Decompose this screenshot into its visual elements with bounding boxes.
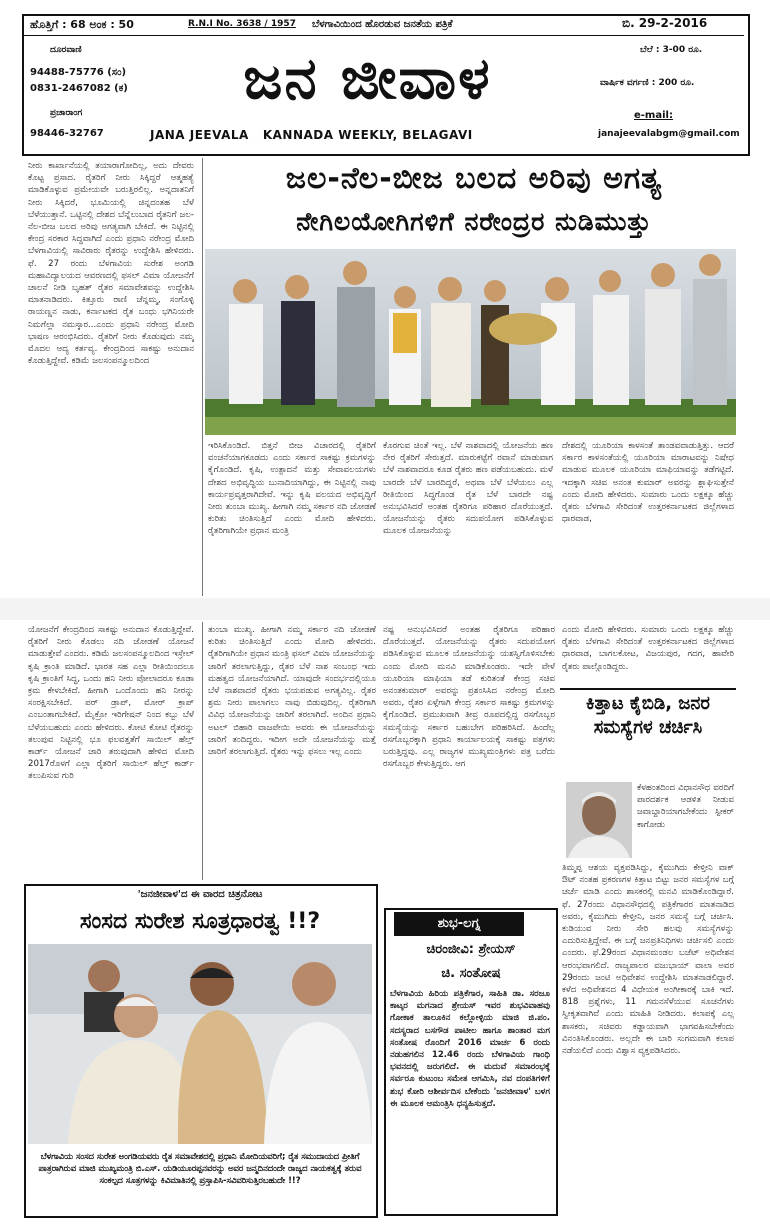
lead-col-right1-top: ಕೊರಗುವ ಚಿಂತೆ ಇಲ್ಲ. ಬೆಳೆ ನಾಶವಾದಲ್ಲಿ ಯೋಜನೆಯ ಹಣ ನೇರ ರೈತರಿಗೆ ಸೇರುತ್ತದೆ. ಮಾರುಕಟ್ಟೆಗೆ ರವಾನೆ ಮಾಡುವಾಗ ಬೆಳೆ ನಾಶವಾದರೂ ಕೂಡ ರೈತರು ಹಣ ಪಡೆಯಬಹುದು. ಮಳೆ ಬಾರದೇ ಬೆಳೆ ಬಾರದಿದ್ದರೆ, ಅಥವಾ ಬೆಳೆ ಬೆಳೆಯಲು ಎಲ್ಲ ರೀತಿಯಿಂದ ಸಿದ್ಧಗೊಂಡ ರೈತ ಬೆಳೆ ಬಾರದೇ ನಷ್ಟ ಅನುಭವಿಸಿದರೆ ಅಂತಹ ರೈತರಿಗೂ ಪರಿಹಾರ ದೊರೆಯುತ್ತದೆ. ಯೋಜನೆಯನ್ನು ರೈತರು ಸದುಪಯೋಗ ಪಡಿಸಿಕೊಳ್ಳುವ ಮೂಲಕ ಯೋಜನೆಯನ್ನು <box>383 441 553 537</box>
cartoon-kicker: 'ಜನಜೀವಾಳ'ದ ಈ ವಾರದ ಚಿತ್ರನೋಟ <box>137 889 263 900</box>
wedding-title: ಶುಭ-ಲಗ್ನ <box>437 916 481 931</box>
wedding-groom: ಚಿರಂಜೀವಿ: ಶ್ರೇಯಸ್ <box>426 942 516 957</box>
email-label: e-mail: <box>634 110 673 121</box>
phone-office: 0831-2467082 (ಕ) <box>30 83 128 94</box>
email: janajeevalabgm@gmail.com <box>598 129 740 139</box>
volume-issue: ಹೊತ್ತಿಗೆ : 68 ಅಂಕ : 50 <box>30 18 134 31</box>
lead-col-mid-top: ಇರಿಸಿಕೊಂಡಿದೆ. ಬಿತ್ತನೆ ಬೀಜ ವಿಚಾರದಲ್ಲಿ ರೈತರಿಗೆ ವಂಚನೆಯಾಗಕೂಡದು ಎಂದು ಸರ್ಕಾರ ಸಾಕಷ್ಟು ಕ್ರಮಗಳನ್ನು ಕೈಗೊಂಡಿದೆ. ಕೃಷಿ, ಉತ್ಪಾದನೆ ಮತ್ತು ಸೇವಾವಲಯಗಳು ದೇಶದ ಅಭಿವೃದ್ಧಿಯ ಬುನಾದಿಯಾಗಿದ್ದು, ಈ ನಿಟ್ಟಿನಲ್ಲಿ ನಾವು ಕಾರ್ಯಪ್ರವೃತ್ತರಾಗಿದೇವೆ. ಇನ್ನು ಕೃಷಿ ವಲಯದ ಅಭಿವೃದ್ಧಿಗೆ ನೀರು ತುಂಬಾ ಮುಖ್ಯ. ಹೀಗಾಗಿ ನಮ್ಮ ಸರ್ಕಾರ ನದಿ ಜೋಡಣೆ ಕುರಿತು ಚಿಂತಿಸುತ್ತಿದೆ ಎಂದು ಮೋದಿ ಹೇಳಿದರು. ರೈತರಿಗಾಗಿಯೇ ಪ್ರಧಾನ ಮಂತ್ರಿ <box>208 441 376 537</box>
side-story-rule <box>560 688 736 690</box>
english-title: JANA JEEVALA KANNADA WEEKLY, BELAGAVI <box>150 128 473 142</box>
price: ಬೆಲೆ : 3-00 ರೂ. <box>640 45 703 55</box>
newspaper-title: ಜನ ಜೀವಾಳ <box>243 44 492 112</box>
lead-col-left-top: ನೀರು ಕಾರ್ಖಾನೆಯಲ್ಲಿ ತಯಾರಾಗೋದಿಲ್ಲ, ಅದು ದೇವರು ಕೊಟ್ಟ ಪ್ರಸಾದ. ರೈತರಿಗೆ ನೀರು ಸಿಕ್ಕಿದ್ದರೆ ಆತ್ಮಹತ್ಯೆ ಮಾಡಿಕೊಳ್ಳುವ ಪ್ರಮೇಯವೇ ಬರುತ್ತಿರಲಿಲ್ಲ. ಅನ್ನದಾತನಿಗೆ ನೀರು ಸಿಕ್ಕಿದರೆ, ಭೂಮಿಯಲ್ಲಿ ಚಿನ್ನದಂತಹ ಬೆಳೆ ಬೆಳೆಯುತ್ತಾನೆ. ಒಟ್ಟಿನಲ್ಲಿ ದೇಶದ ಬೆನ್ನೆಲುಬಾದ ರೈತನಿಗೆ ಜಲ-ನೆಲ-ಬೀಜ ಬಲದ ಅರಿವು ಅಗತ್ಯವಾಗಿ ಬೇಕಿದೆ. ಈ ನಿಟ್ಟಿನಲ್ಲಿ ಕೇಂದ್ರ ಸರಕಾರ ಸಿದ್ಧವಾಗಿದೆ ಎಂದು ಪ್ರಧಾನಿ ನರೇಂದ್ರ ಮೋದಿ ಬೆಳಗಾವಿಯಲ್ಲಿ ಸಾವಿರಾರು ರೈತರನ್ನು ಉದ್ದೇಶಿಸಿ ಹೇಳಿದರು. ಫೆ. 27 ರಂದು ಬೆಳಗಾವಿಯ ಸುರೇಶ ಅಂಗಡಿ ಮಹಾವಿದ್ಯಾಲಯದ ಆವರಣದಲ್ಲಿ ಫಸಲ್ ವಿಮಾ ಯೋಜನೆಗೆ ಚಾಲನೆ ನೀಡಿ ಬೃಹತ್ ರೈತರ ಸಮಾವೇಶವನ್ನು ಉದ್ದೇಶಿಸಿ ಮಾತನಾಡಿದರು. ಕಿತ್ತೂರು ರಾಣಿ ಚೆನ್ನಮ್ಮ, ಸಂಗೊಳ್ಳಿ ರಾಯಣ್ಣನ ನಾಡು, ಕರ್ನಾಟಕದ ರೈತ ಬಂಧು ಭಗಿನಿಯರೇ ನಿಮಗೆಲ್ಲಾ ನಮಸ್ಕಾರ...ಎಂದು ಪ್ರಧಾನಿ ನರೇಂದ್ರ ಮೋದಿ ಭಾಷಣ ಆರಂಭಿಸಿದರು. ರೈತರಿಗೆ ನೀರು ಕೊಡುವುದು ನಮ್ಮ ಮೊದಲ ಆದ್ಯ ಕರ್ತವ್ಯ. ಕೇಂದ್ರದಿಂದ ಸಾಕಷ್ಟು ಅನುದಾನ ಕೊಡುತ್ತಿದ್ದೇವೆ. ಕಡಿಮೆ ಜಲಸಂಪನ್ಮೂಲದಿಂದ <box>28 161 194 367</box>
issue-date: ಬಿ. 29-2-2016 <box>622 16 708 30</box>
cartoon-photo <box>28 944 372 1144</box>
lead-headline: ಜಲ-ನೆಲ-ಬೀಜ ಬಲದ ಅರಿವು ಅಗತ್ಯ <box>285 161 663 196</box>
lead-col-right1-bottom: ನಷ್ಟ ಅನುಭವಿಸಿದರೆ ಅಂತಹ ರೈತರಿಗೂ ಪರಿಹಾರ ದೊರೆಯುತ್ತದೆ. ಯೋಜನೆಯನ್ನು ರೈತರು ಸದುಪಯೋಗ ಪಡಿಸಿಕೊಳ್ಳುವ ಮೂಲಕ ಯೋಜನೆಯನ್ನು ಯಶಸ್ವಿಗೊಳಿಸಬೇಕು ಎಂದು ಮೋದಿ ಮನವಿ ಮಾಡಿಕೊಂಡರು. ಇದೇ ವೇಳೆ ಯೂರಿಯಾ ಮಾಫಿಯಾ ತಡೆ ಕುರಿತಂತೆ ಕೇಂದ್ರ ಸಚಿವ ಅನಂತಕುಮಾರ್ ಅವರನ್ನು ಪ್ರಶಂಸಿಸಿದ ನರೇಂದ್ರ ಮೋದಿ ಅವರು, ರೈತರ ಏಳ್ಗೆಗಾಗಿ ಕೇಂದ್ರ ಸರ್ಕಾರ ಸಾಕಷ್ಟು ಕ್ರಮಗಳನ್ನು ಕೈಗೊಂಡಿದೆ. ಪ್ರಮುಖವಾಗಿ ತೀವ್ರ ರೂಪದಲ್ಲಿದ್ದ ರಸಗೊಬ್ಬರ ಸಮಸ್ಯೆಯನ್ನು ಸರ್ಕಾರ ಬಹುಬೇಗ ಪರಿಹರಿಸಿದೆ. ಹಿಂದೆಲ್ಲ ರಸಗೊಬ್ಬರಕ್ಕಾಗಿ ಪ್ರಧಾನಿ ಕಾರ್ಯಾಲಯಕ್ಕೆ ಸಾಕಷ್ಟು ಪತ್ರಗಳು ಬರುತ್ತಿದ್ದವು. ಎಲ್ಲ ರಾಜ್ಯಗಳ ಮುಖ್ಯಮಂತ್ರಿಗಳು ಪತ್ರ ಬರೆದು ರಸಗೊಬ್ಬರ ಕೇಳುತ್ತಿದ್ದರು. ಆಗ <box>383 625 555 770</box>
speaker-photo <box>566 782 632 858</box>
masthead-rule <box>24 35 744 36</box>
phone-label: ದೂರವಾಣಿ <box>50 45 82 55</box>
ad-label: ಪ್ರಚಾರಾಂಗ <box>50 108 83 118</box>
lead-col-left-bottom: ಯೋಜನೆಗೆ ಕೇಂದ್ರದಿಂದ ಸಾಕಷ್ಟು ಅನುದಾನ ಕೊಡುತ್ತಿದ್ದೇವೆ. ರೈತರಿಗೆ ನೀರು ಕೊಡಲು ನದಿ ಜೋಡಣೆ ಯೋಜನೆ ಮಾಡುತ್ತೇವೆ ಎಂದರು. ಕಡಿಮೆ ಜಲಸಂಪನ್ಮೂಲದಿಂದ ಇಸ್ರೇಲ್ ಕೃಷಿ ಕ್ರಾಂತಿ ಮಾಡಿದೆ. ಭಾರತ ಸಹ ಎಲ್ಲಾ ರೀತಿಯಿಂದಲೂ ಕೃಷಿ ಕ್ರಾಂತಿಗೆ ಸಿದ್ಧ, ಒಂದು ಹನಿ ನೀರು ಪೋಲಾದರೂ ಕೂಡಾ ಕ್ರಮ ಕೇಳಬೇಕಿದೆ. ಹೀಗಾಗಿ ಒಂದೊಂದು ಹನಿ ನೀರನ್ನು ಸಂರಕ್ಷಿಸಬೇಕಿದೆ. ಪರ್ ಡ್ರಾಪ್, ಮೋರ್ ಕ್ರಾಪ್ ಎಂಬಂತಾಗಬೇಕಿದೆ. ಮೈಕ್ರೋ ಇರಿಗೇಷನ್ ನಿಂದ ಕಬ್ಬು ಬೆಳೆ ಬೆಳೆಯಬಹುದು ಎಂದು ಹೇಳಿದರು. ಕೋಟಿ ಕೋಟಿ ರೈತರನ್ನು ತಲುಪುವ ನಿಟ್ಟಿನಲ್ಲಿ ಭೂ ಫಲವತ್ತತೆಗೆ ಸಾಯಿಲ್ ಹೆಲ್ತ್ ಕಾರ್ಡ್ ಯೋಜನೆ ಜಾರಿ ತರುವುದಾಗಿ ಹೇಳಿದ ಮೋದಿ 2017ರೊಳಗೆ ಎಲ್ಲಾ ರೈತರಿಗೆ ಸಾಯಿಲ್ ಹೆಲ್ತ್ ಕಾರ್ಡ್ ತಲುಪಿಸುವ ಗುರಿ <box>28 625 194 782</box>
side-story-text-bottom: ತಿಮ್ಮಪ್ಪ ಆಶಯ ವ್ಯಕ್ತಪಡಿಸಿದ್ದು, ಕೈಮುಗಿದು ಕೇಳ್ತೀನಿ ವಾಕ್ ಔಟ್ ನಂತಹ ಪ್ರಕರಣಗಳ ಕಿತ್ತಾಟ ಬಿಟ್ಟು ಜನರ ಸಮಸ್ಯೆಗಳ ಬಗ್ಗೆ ಚರ್ಚೆ ಮಾಡಿ ಎಂದು ಶಾಸಕರಲ್ಲಿ ಮನವಿ ಮಾಡಿಕೊಂಡಿದ್ದಾರೆ. ಫೆ. 27ರಂದು ವಿಧಾನಸೌಧದಲ್ಲಿ ಪತ್ರಿಕೆಗಾರರ ಮಾತನಾಡಿದ ಅವರು, ಕೈಮುಗಿದು ಕೇಳ್ತೀನಿ, ಜನರ ಸಮಸ್ಯೆ ಬಗ್ಗೆ ಚರ್ಚಿಸಿ. ಕುಡಿಯುವ ನೀರು ಸೇರಿ ಹಲವು ಸಮಸ್ಯೆಗಳನ್ನು ಎದುರಿಸುತ್ತಿದ್ದೇವೆ. ಈ ಬಗ್ಗೆ ಜನಪ್ರತಿನಿಧಿಗಳು ಚರ್ಚಿಸಲಿ ಎಂದು ಎಂದರು. ಫೆ.29ರಂದ ವಿಧಾನಮಂಡಲ ಬಜೆಟ್ ಅಧಿವೇಶನ ಆರಂಭವಾಗಲಿದೆ. ರಾಜ್ಯಪಾಲರ ವಜುಭಾಯ್ ವಾಲಾ ಅವರ 29ರಂದು ಜಂಟಿ ಅಧಿವೇಶನ ಉದ್ದೇಶಿಸಿ ಮಾತನಾಡಲಿದ್ದಾರೆ. ಕಳೆದ ಅಧಿವೇಶನದ 4 ವಿಧೇಯಕ ಅಂಗೀಕಾರಕ್ಕೆ ಬಾಕಿ ಇದೆ. 818 ಪ್ರಶ್ನೆಗಳು, 11 ಗಮನಸೆಳೆಯುವ ಸೂಚನೆಗಳು ಸ್ವೀಕೃತವಾಗಿವೆ ಎಂದು ಮಾಹಿತಿ ನೀಡಿದರು. ಕಲಾಪಕ್ಕೆ ಎಲ್ಲ ಶಾಸಕರು, ಸಚಿವರು ಕಡ್ಡಾಯವಾಗಿ ಭಾಗವಹಿಸಬೇಕೆಂದು ವಿನಂತಿಸಿಕೊಂಡರು. ಅಲ್ಲದೇ ಈ ಬಾರಿ ಸುಗಮವಾಗಿ ಕಲಾಪ ನಡೆಯಲಿದೆ ಎಂದು ವಿಶ್ವಾಸ ವ್ಯಕ್ತಪಡಿಸಿದರು. <box>562 863 734 1057</box>
wedding-text: ಬೆಳಗಾವಿಯ ಹಿರಿಯ ಪತ್ರಿಕೆಗಾರ, ಸಾಹಿತಿ ಡಾ. ಸರಜೂ ಕಾಟ್ಕರ ಮಗನಾದ ಶ್ರೇಯಸ್ ಇವರ ಶುಭವಿವಾಹವು ಗೋಕಾಕ ತಾಲೂಕಿನ ಕಲ್ಲೋಳ್ಳಿಯ ಮಾಜಿ ಜಿ.ಪಂ. ಸದಸ್ಯರಾದ ಬಸಗೌಡ ಪಾಟೀಲ ಹಾಗೂ ಶಾಂತಾರ ಮಗ ಸಂತೋಷ ರೊಂದಿಗೆ 2016 ಮಾರ್ಚ 6 ರಂದು ನಡುಹಗಲಿನ 12.46 ರಂದು ಬೆಳಗಾವಿಯ ಗಾಂಧಿ ಭವನದಲ್ಲಿ ಜರುಗಲಿದೆ. ಈ ಮದುವೆ ಸಮಾರಂಭಕ್ಕೆ ಸರ್ವರೂ ಕುಟುಂಬ ಸಮೇತ ಆಗಮಿಸಿ, ನವ ದಂಪತಿಗಳಿಗೆ ಶುಭ ಕೋರಿ ಆಶೀರ್ವದಿಸ ಬೇಕೆಂದು 'ಜನಜೀವಾಳ' ಬಳಗ ಈ ಮೂಲಕ ಆಮಂತ್ರಿಸಿ ಧನ್ಯಹಿಸುತ್ತದೆ. <box>390 989 550 1109</box>
lead-subheadline: ನೇಗಿಲಯೋಗಿಗಳಿಗೆ ನರೇಂದ್ರರ ನುಡಿಮುತ್ತು <box>296 207 652 236</box>
tagline: ಬೆಳಗಾವಿಯಿಂದ ಹೊರಡುವ ಜನತೆಯ ಪತ್ರಿಕೆ <box>312 19 453 30</box>
lead-col-mid-bottom: ತುಂಬಾ ಮುಖ್ಯ. ಹೀಗಾಗಿ ನಮ್ಮ ಸರ್ಕಾರ ನದಿ ಜೋಡಣೆ ಕುರಿತು ಚಿಂತಿಸುತ್ತಿದೆ ಎಂದು ಮೋದಿ ಹೇಳಿದರು. ರೈತರಿಗಾಗಿಯೇ ಪ್ರಧಾನ ಮಂತ್ರಿ ಫಸಲ್ ವಿಮಾ ಯೋಜನೆಯನ್ನು ಜಾರಿಗೆ ತರಲಾಗುತ್ತಿದ್ದು, ರೈತರ ಬೆಳೆ ನಾಶ ಸಂಬಂಧ ಇದು ಮಹತ್ವದ ಯೋಜನೆಯಾಗಿದೆ. ಯಾವುದೇ ಸಂದರ್ಭದಲ್ಲಿಯೂ ಬೆಳೆ ನಾಶವಾದರೆ ರೈತರು ಭಯಪಡುವ ಅಗತ್ಯವಿಲ್ಲ. ರೈತರ ಶ್ರಮ ನೀರು ಪಾಲಾಗಲು ನಾವು ಬಿಡುವುದಿಲ್ಲ. ರೈತರಿಗಾಗಿ ವಿವಿಧ ಯೋಜನೆಯನ್ನು ಜಾರಿಗೆ ತರಲಾಗಿದೆ. ಅಂದಿನ ಪ್ರಧಾನಿ ಅಟಲ್ ಬಿಹಾರಿ ವಾಜಪೇಯಿ ಅವರು ಈ ಯೋಜನೆಯನ್ನು ಜಾರಿಗೆ ತಂದಿದ್ದರು. ಇದೀಗ ಅದೇ ಯೋಜನೆಯನ್ನು ಮತ್ತೆ ಜಾರಿಗೆ ತರಲಾಗುತ್ತಿದೆ. ರೈತರು ಇನ್ನು ಫಸಲು ಇಲ್ಲ ಎಂದು <box>208 625 376 758</box>
lead-col-right2-top: ದೇಶದಲ್ಲಿ ಯೂರಿಯಾ ಕಾಳಸಂತೆ ತಾಂಡವವಾಡುತ್ತಿತ್ತು. ಆದರೆ ಸರ್ಕಾರ ಕಾಳಸಂತೆಯಲ್ಲಿ ಯೂರಿಯಾ ಮಾರಾಟವನ್ನು ನಿಷೇಧ ಮಾಡುವ ಮೂಲಕ ಯೂರಿಯಾ ಮಾಫಿಯಾವನ್ನು ತಡೆಗಟ್ಟಿದೆ. ಇದಕ್ಕಾಗಿ ಸಚಿವ ಅನಂತ ಕುಮಾರ್ ಅವರನ್ನು ಶ್ಲಾಘಿಸುತ್ತೇನೆ ಎಂದು ಮೋದಿ ಹೇಳಿದರು. ಸುಮಾರು ಒಂದು ಲಕ್ಷಕ್ಕೂ ಹೆಚ್ಚು ರೈತರು ಬೆಳಗಾವಿ ಸೇರಿದಂತೆ ಉತ್ತರಕರ್ನಾಟಕದ ಜಿಲ್ಲೆಗಳಾದ ಧಾರವಾಡ, <box>562 441 734 525</box>
lead-photo <box>205 249 736 435</box>
wedding-bride: ಚಿ. ಸಂತೋಷ <box>441 966 501 981</box>
rni-number: R.N.I No. 3638 / 1957 <box>188 19 296 29</box>
side-story-text-top: ಕೆಳಹಂತದಿಂದ ವಿಧಾನಸೌಧ ವರದಿಗೆ ಪಾರದರ್ಶಕ ಆಡಳಿತ ನೀಡುವ ಜವಾಬ್ದಾರಿಯಾಗಬೇಕೆಂದು ಸ್ಪೀಕರ್ ಕಾಗೋಡು <box>637 783 734 830</box>
cartoon-headline: ಸಂಸದ ಸುರೇಶ ಸೂತ್ರಧಾರತ್ವ !!? <box>79 909 321 934</box>
cartoon-caption: ಬೆಳಗಾವಿಯ ಸಂಸದ ಸುರೇಶ ಅಂಗಡಿಯವರು ರೈತ ಸಮಾವೇಶದಲ್ಲಿ ಪ್ರಧಾನಿ ಮೋದಿಯವರಿಗೆ; ರೈತ ಸಮುದಾಯದ ಪ್ರೀತಿಗೆ ಪಾತ್ರರಾಗಿರುವ ಮಾಜಿ ಮುಖ್ಯಮಂತ್ರಿ ಬಿ.ಎಸ್. ಯಡಿಯೂರಪ್ಪನವರನ್ನು ಅವರ ಜನ್ಮದಿನದಂದೇ ರಾಜ್ಯದ ನಾಯಕತ್ವಕ್ಕೆ ತರುವ ಸಂಕಲ್ಪದ ಸೂತ್ರಗಳನ್ನು ಕಿವಿಮಾತಿನಲ್ಲಿ ಪ್ರಸ್ತಾಪಿಸಿ-ಸವಿವರಿಸುತ್ತಿರಬಹುದೇ !!? <box>38 1151 362 1185</box>
lead-col-right2-bottom: ಎಂದು ಮೋದಿ ಹೇಳಿದರು. ಸುಮಾರು ಒಂದು ಲಕ್ಷಕ್ಕೂ ಹೆಚ್ಚು ರೈತರು ಬೆಳಗಾವಿ ಸೇರಿದಂತೆ ಉತ್ತರಕರ್ನಾಟಕದ ಜಿಲ್ಲೆಗಳಾದ ಧಾರವಾಡ, ಬಾಗಲಕೋಟ, ವಿಜಯಪುರ, ಗದಗ, ಹಾವೇರಿ ರೈತರು ಪಾಲ್ಗೊಂಡಿದ್ದರು. <box>562 625 734 672</box>
page-fold <box>0 598 770 620</box>
ad-phone: 98446-32767 <box>30 128 104 139</box>
side-story-headline: ಕಿತ್ತಾಟ ಕೈಬಿಡಿ, ಜನರ ಸಮಸ್ಯೆಗಳ ಚರ್ಚಿಸಿ <box>586 693 710 738</box>
lower-left-rule <box>202 622 203 880</box>
phone-editor: 94488-75776 (ಸಂ) <box>30 67 127 78</box>
left-column-rule <box>202 158 203 596</box>
annual-subscription: ವಾರ್ಷಿಕ ವರ್ಗಣಿ : 200 ರೂ. <box>600 78 695 88</box>
